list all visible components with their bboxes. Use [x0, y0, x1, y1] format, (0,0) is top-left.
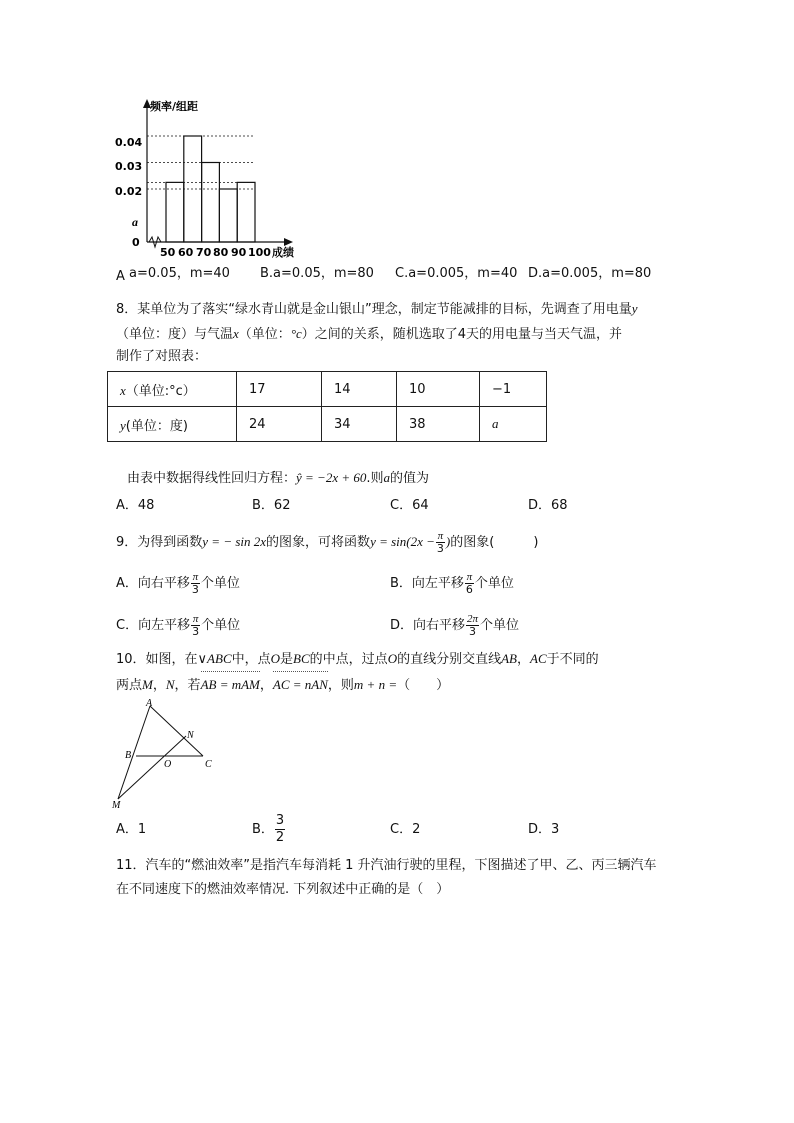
- q7-option-b: B.a=0.05，m=80: [260, 266, 374, 281]
- q10-option-b-pre: B．: [252, 822, 274, 837]
- histogram-bar-80-90: [219, 189, 237, 242]
- fig-label-m: M: [112, 800, 121, 811]
- x-tick-label-50: 50: [160, 246, 176, 259]
- q10-stem-line2: [116, 674, 449, 697]
- q9-option-d: [390, 613, 519, 639]
- q10-expression: m + n =: [353, 677, 398, 692]
- y-tick-label-003: 0.03: [115, 160, 143, 173]
- triangle-figure: [108, 696, 218, 812]
- q8-stem-line3: 制作了对照表：: [116, 349, 208, 364]
- q9-stem-a: 9．为得到函数: [116, 535, 203, 550]
- segment-ac: [150, 706, 203, 756]
- q10-comma-2: ，: [152, 678, 166, 693]
- q9-option-b-num: π: [466, 571, 473, 583]
- q10-comma-3: ，: [259, 678, 273, 693]
- q7-option-a: [116, 264, 230, 284]
- q10-text-c: 是: [280, 652, 294, 667]
- q9-option-b-frac: [465, 571, 474, 596]
- table-row: [108, 372, 547, 407]
- q9-option-a-den: 3: [191, 583, 199, 596]
- q9-option-a-post: 个单位: [200, 576, 240, 591]
- y-tick-label-a: a: [132, 215, 138, 229]
- q10-point-m: M: [142, 677, 153, 692]
- q10-text-d: 的中点，过点: [309, 652, 388, 667]
- q9-option-b-den: 6: [465, 583, 473, 596]
- q10-comma: ，: [516, 652, 530, 667]
- q9-func2-den: 3: [436, 542, 444, 555]
- q10-text-b: 中，点: [231, 652, 271, 667]
- table-header-y: [108, 407, 237, 442]
- q8-var-y: y: [631, 301, 638, 316]
- x-tick-label-90: 90: [231, 246, 247, 259]
- table-header-y-text: (单位：度): [125, 418, 188, 434]
- q8-stem-text2c: ）之间的关系，随机选取了4天的用电量与当天气温，并: [301, 327, 623, 342]
- q8-unit-c: °c: [290, 326, 302, 341]
- q7-option-c: C.a=0.005，m=40: [395, 266, 518, 281]
- q10-option-b-frac: [275, 813, 285, 846]
- histogram-bar-50-60: [166, 182, 184, 242]
- x-axis-label: 成绩: [272, 246, 294, 259]
- q9-option-d-num: 2π: [467, 613, 479, 625]
- q8-option-b: B．62: [252, 498, 291, 513]
- q10-text-a: 10．如图，在: [116, 652, 198, 667]
- q10-stem-line1: [116, 648, 599, 671]
- q8-option-c: C．64: [390, 498, 429, 513]
- q10-text-e: 的直线分别交直线: [397, 652, 502, 667]
- q10-vector-eq2: AC = nAN: [273, 674, 328, 696]
- q8-stem-text1: 8．某单位为了落实“绿水青山就是金山银山”理念，制定节能减排的目标，先调查了用电量: [116, 302, 632, 317]
- q10-point-o: O: [270, 651, 281, 666]
- q8-regression-tail: .则: [366, 471, 384, 486]
- q10-text-g: 两点: [116, 678, 143, 693]
- q9-func2-b: ): [445, 534, 451, 549]
- q8-option-a: A．48: [116, 498, 155, 513]
- q7-option-a-text: a=0.05，m=40: [129, 266, 230, 281]
- q10-vector-eq1: AB = mAM: [201, 674, 260, 696]
- y-axis-label: 频率/组距: [150, 100, 199, 113]
- q9-option-b-post: 个单位: [474, 576, 514, 591]
- q10-text-f: 于不同的: [546, 652, 599, 667]
- x-tick-label-80: 80: [213, 246, 229, 259]
- q8-regression-eq: ŷ = −2x + 60: [296, 470, 367, 485]
- fig-label-o: O: [164, 759, 172, 770]
- q9-stem-c: 的图象( ): [450, 535, 539, 550]
- q9-option-c-num: π: [192, 613, 199, 625]
- table-cell: a: [480, 407, 547, 442]
- q10-text-j: （ ）: [397, 678, 450, 693]
- q9-func1: y = − sin 2x: [202, 534, 267, 549]
- q10-text-h: ，若: [174, 678, 201, 693]
- q8-var-x: x: [233, 326, 239, 341]
- q8-regression-line: [127, 467, 429, 490]
- q10-option-a: A．1: [116, 822, 147, 837]
- y-tick-label-004: 0.04: [115, 136, 143, 149]
- segment-ab: [118, 706, 150, 799]
- q9-stem: [116, 529, 538, 556]
- q9-option-c-pre: C．向左平移: [116, 618, 191, 633]
- q7-option-a-letter: A: [116, 269, 125, 284]
- x-axis-arrow: [284, 238, 293, 246]
- histogram-bar-90-100: [237, 182, 255, 242]
- x-tick-label-70: 70: [196, 246, 212, 259]
- q7-option-d: D.a=0.005，m=80: [528, 266, 652, 281]
- q9-option-a-pre: A．向右平移: [116, 576, 190, 591]
- x-tick-label-100: 100: [248, 246, 271, 259]
- q9-option-d-frac: [466, 613, 479, 638]
- fig-label-b: B: [125, 750, 132, 761]
- table-cell: 38: [397, 407, 480, 442]
- q10-line-ab: AB: [501, 651, 517, 666]
- q10-point-o-2: O: [387, 651, 398, 666]
- fig-label-n: N: [187, 730, 194, 741]
- histogram-bar-70-80: [202, 163, 220, 243]
- y-tick-label-002: 0.02: [115, 185, 143, 198]
- q8-regression-text: 由表中数据得线性回归方程：: [127, 471, 297, 486]
- table-cell: 34: [322, 407, 397, 442]
- q9-func2-a: y = sin(2x −: [370, 534, 435, 549]
- q9-option-d-den: 3: [469, 625, 477, 638]
- q9-option-a-frac: [191, 571, 200, 596]
- table-header-x: [108, 372, 237, 407]
- table-cell: 14: [322, 372, 397, 407]
- q10-option-b: [252, 812, 286, 848]
- q10-text-i: ，则: [327, 678, 354, 693]
- table-header-y-var: y: [120, 417, 126, 433]
- q8-option-d: D．68: [528, 498, 568, 513]
- q10-option-c: C．2: [390, 822, 421, 837]
- q9-option-b-pre: B．向左平移: [390, 576, 464, 591]
- q10-line-ac: AC: [530, 651, 547, 666]
- q9-option-a-num: π: [192, 571, 199, 583]
- table-cell: 24: [237, 407, 322, 442]
- q9-option-d-pre: D．向右平移: [390, 618, 466, 633]
- table-header-x-var: x: [120, 382, 126, 398]
- q9-option-c-den: 3: [192, 625, 200, 638]
- q10-triangle: ∨ABC: [197, 651, 232, 666]
- table-row: [108, 407, 547, 442]
- table-cell: 17: [237, 372, 322, 407]
- table-header-x-text: （单位:°c）: [125, 383, 196, 399]
- q8-stem-text2b: （单位：: [238, 327, 291, 342]
- fig-label-c: C: [205, 759, 212, 770]
- q11-stem-line1: 11．汽车的“燃油效率”是指汽车每消耗 1 升汽油行驶的里程，下图描述了甲、乙、丙三辆汽车: [116, 858, 657, 873]
- q8-regression-var: a: [383, 470, 391, 485]
- q9-option-a: [116, 571, 240, 597]
- q10-point-n: N: [165, 677, 175, 692]
- fig-label-a: A: [146, 698, 153, 709]
- y-tick-label-0: 0: [132, 236, 140, 249]
- q9-stem-b: 的图象，可将函数: [266, 535, 371, 550]
- frequency-histogram: [112, 96, 312, 264]
- q9-option-b: [390, 571, 514, 597]
- q8-stem-text2a: （单位：度）与气温: [116, 327, 234, 342]
- q9-option-c: [116, 613, 240, 639]
- q10-option-d: D．3: [528, 822, 560, 837]
- q9-option-c-post: 个单位: [201, 618, 241, 633]
- q9-func2-num: π: [437, 530, 444, 542]
- segment-mn: [118, 736, 186, 799]
- q11-stem-line2: 在不同速度下的燃油效率情况. 下列叙述中正确的是（ ）: [116, 882, 450, 897]
- q8-stem-line1: [116, 298, 638, 321]
- q9-func2-fraction: [436, 530, 445, 555]
- q10-segment-bc: BC: [293, 651, 310, 666]
- x-tick-label-60: 60: [178, 246, 194, 259]
- table-cell: 10: [397, 372, 480, 407]
- q10-option-b-num: 3: [275, 813, 285, 828]
- q8-data-table: [107, 371, 547, 442]
- table-cell: −1: [480, 372, 547, 407]
- q8-regression-end: 的值为: [390, 471, 430, 486]
- q10-option-b-den: 2: [275, 830, 285, 845]
- q9-option-d-post: 个单位: [480, 618, 520, 633]
- q9-option-c-frac: [191, 613, 200, 638]
- q8-stem-line2: [116, 323, 622, 346]
